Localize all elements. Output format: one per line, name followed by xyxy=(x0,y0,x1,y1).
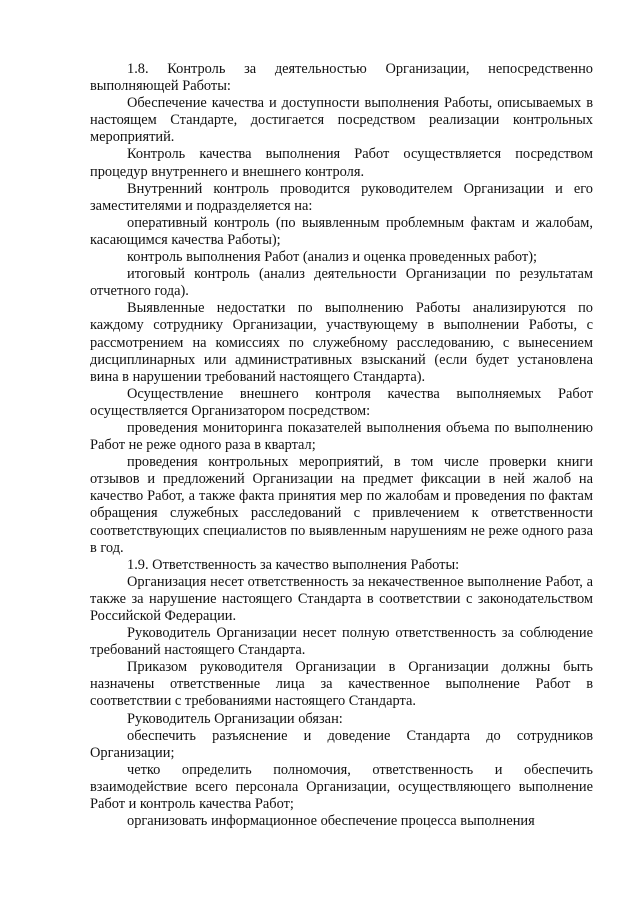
document-page xyxy=(90,61,593,830)
list-item: контроль выполнения Работ (анализ и оценка проведенных работ); xyxy=(127,249,537,266)
list-item: итоговый контроль (анализ деятельности Организации по результатам отчетного года). xyxy=(90,266,593,300)
list-item: оперативный контроль (по выявленным проблемным фактам и жалобам, касающимся качества Работы); xyxy=(90,214,593,248)
paragraph: Обеспечение качества и доступности выполнения Работы, описываемых в настоящем Стандарте, достигается посредством реализации контрольных мероприятий. xyxy=(90,95,593,146)
paragraph: Внутренний контроль проводится руководителем Организации и его заместителями и подразделяется на: xyxy=(90,180,593,214)
paragraph: Контроль качества выполнения Работ осуществляется посредством процедур внутреннего и внешнего контроля. xyxy=(90,146,593,180)
paragraph: Осуществление внешнего контроля качества выполняемых Работ осуществляется Организатором посредством: xyxy=(90,385,593,419)
list-item: организовать информационное обеспечение процесса выполнения xyxy=(127,813,535,830)
paragraph: Руководитель Организации обязан: xyxy=(127,710,343,727)
paragraph: Выявленные недостатки по выполнению Работы анализируются по каждому сотруднику Организации, участвующему в выполнении Работы, с рассмотрением на комиссиях по служебному расследованию, с вынесением дисциплинарных или административных взысканий (если будет установлена вина в нарушении требований настоящего Стандарта). xyxy=(90,300,593,385)
paragraph: Организация несет ответственность за некачественное выполнение Работ, а также за нарушение настоящего Стандарта в соответствии с законодательством Российской Федерации. xyxy=(90,573,593,624)
paragraph: Приказом руководителя Организации в Организации должны быть назначены ответственные лица за качественное выполнение Работ в соответствии с требованиями настоящего Стандарта. xyxy=(90,659,593,710)
list-item: обеспечить разъяснение и доведение Стандарта до сотрудников Организации; xyxy=(90,727,593,761)
list-item: проведения контрольных мероприятий, в том числе проверки книги отзывов и предложений Организации на предмет фиксации в ней жалоб на качество Работ, а также факта принятия мер по жалобам и проведения по фактам обращения служебных расследований с привлечением к ответственности соответствующих специалистов по выявленным нарушениям не реже одного раза в год. xyxy=(90,454,593,556)
paragraph: Руководитель Организации несет полную ответственность за соблюдение требований настоящего Стандарта. xyxy=(90,625,593,659)
section-heading-1-8: 1.8. Контроль за деятельностью Организации, непосредственно выполняющей Работы: xyxy=(90,61,593,95)
list-item: проведения мониторинга показателей выполнения объема по выполнению Работ не реже одного раза в квартал; xyxy=(90,419,593,454)
section-heading-1-9: 1.9. Ответственность за качество выполнения Работы: xyxy=(127,556,460,573)
list-item: четко определить полномочия, ответственность и обеспечить взаимодействие всего персонала Организации, осуществляющего выполнение Работ и контроль качества Работ; xyxy=(90,761,593,813)
